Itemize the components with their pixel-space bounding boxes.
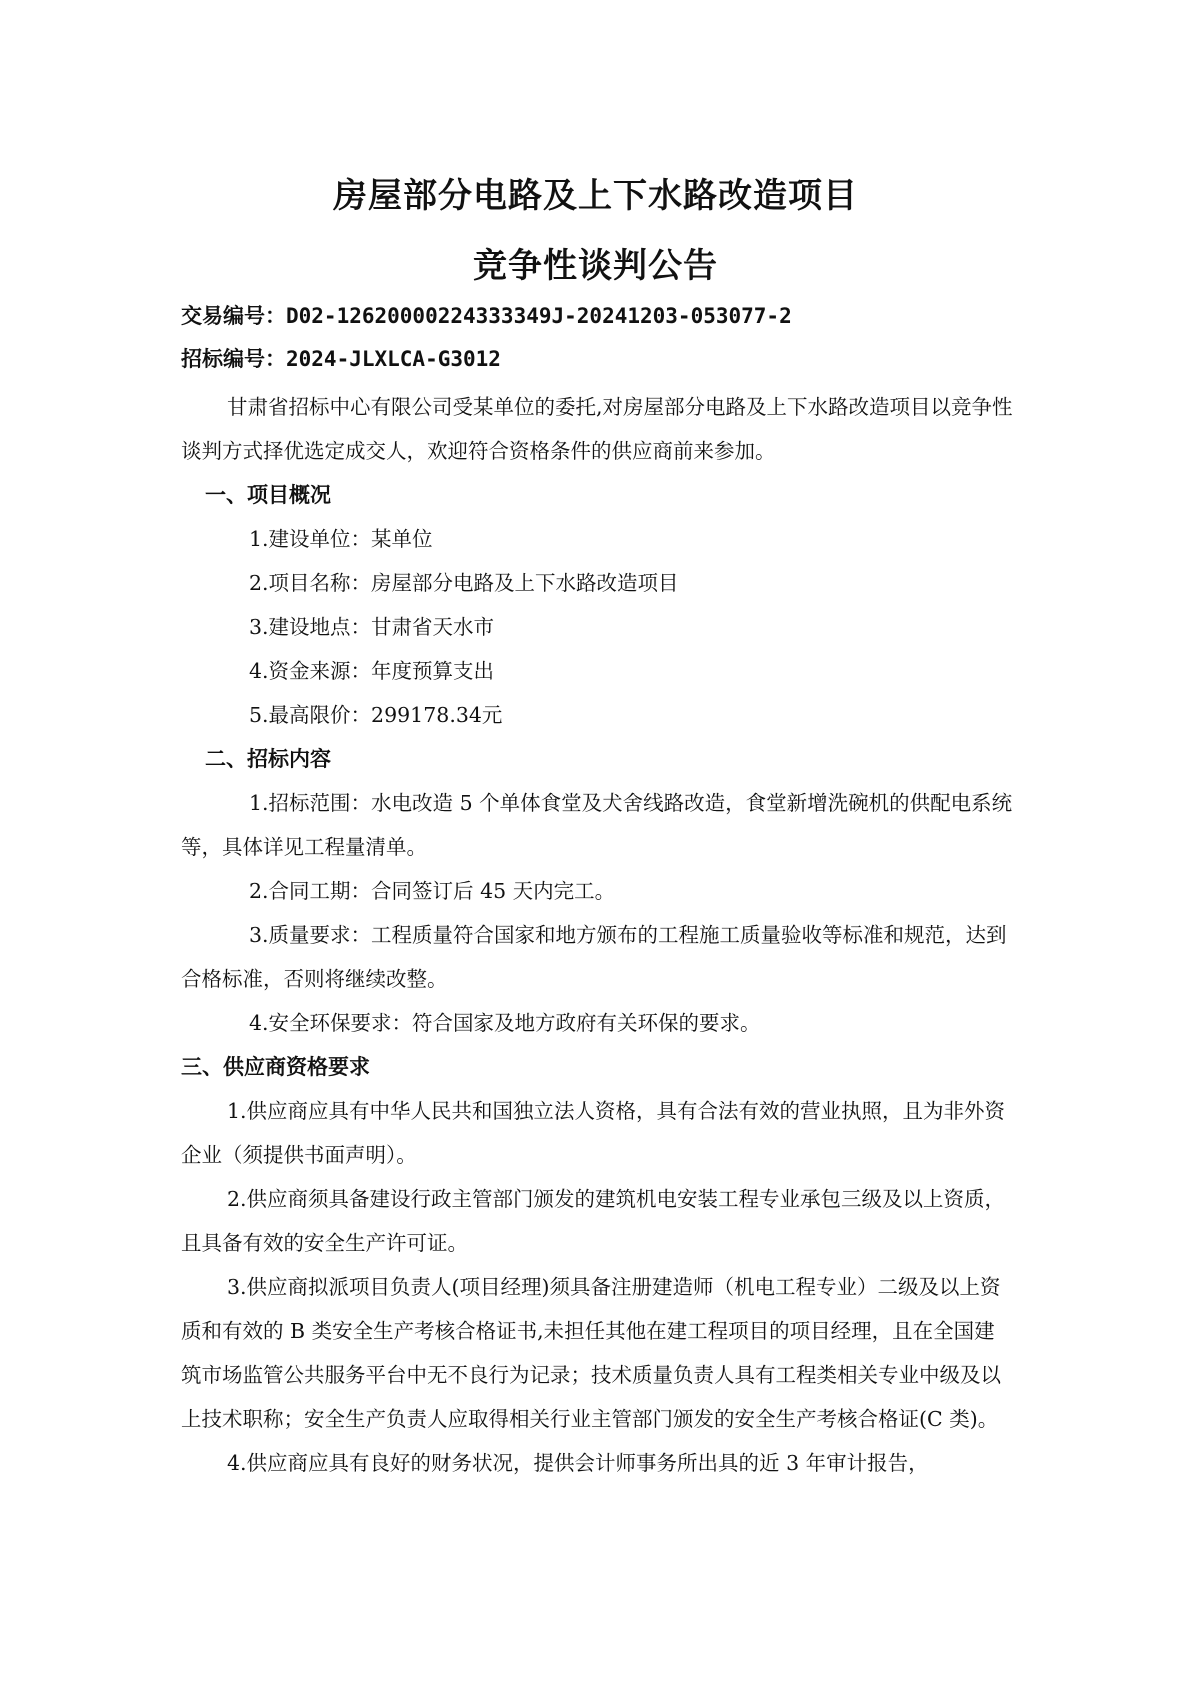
document-body	[181, 385, 1013, 1485]
list-item: 3.建设地点：甘肃省天水市	[249, 615, 495, 639]
list-item: 5.最高限价：299178.34元	[249, 703, 503, 727]
list-item: 2.供应商须具备建设行政主管部门颁发的建筑机电安装工程专业承包三级及以上资质，且具备有效的安全生产许可证。	[181, 1187, 1006, 1255]
list-item: 1.招标范围：水电改造 5 个单体食堂及犬舍线路改造，食堂新增洗碗机的供配电系统等，具体详见工程量清单。	[181, 791, 1013, 859]
list-item: 2.项目名称：房屋部分电路及上下水路改造项目	[249, 571, 679, 595]
section-heading-project-overview: 一、项目概况	[205, 483, 331, 507]
trade-number-label: 交易编号：	[181, 304, 286, 328]
list-item: 2.合同工期：合同签订后 45 天内完工。	[249, 879, 616, 903]
list-item: 3.质量要求：工程质量符合国家和地方颁布的工程施工质量验收等标准和规范，达到合格标准，否则将继续改整。	[181, 923, 1007, 991]
bid-number-line	[181, 343, 501, 373]
list-item: 4.资金来源：年度预算支出	[249, 659, 495, 683]
bid-number-value: 2024-JLXLCA-G3012	[286, 347, 501, 371]
list-item: 4.安全环保要求：符合国家及地方政府有关环保的要求。	[249, 1011, 761, 1035]
document-title: 房屋部分电路及上下水路改造项目	[333, 176, 858, 216]
intro-paragraph: 甘肃省招标中心有限公司受某单位的委托,对房屋部分电路及上下水路改造项目以竞争性谈判方式择优选定成交人，欢迎符合资格条件的供应商前来参加。	[181, 395, 1013, 463]
list-item: 3.供应商拟派项目负责人(项目经理)须具备注册建造师（机电工程专业）二级及以上资质和有效的 B 类安全生产考核合格证书,未担任其他在建工程项目的项目经理，且在全国建筑市场监管公共服务平台中无不良行为记录；技术质量负责人具有工程类相关专业中级及以上技术职称；安全生产负责人应取得相关行业主管部门颁发的安全生产考核合格证(C 类)。	[181, 1275, 1001, 1431]
document-subtitle: 竞争性谈判公告	[473, 246, 718, 286]
bid-number-label: 招标编号：	[181, 347, 286, 371]
list-item: 4.供应商应具有良好的财务状况，提供会计师事务所出具的近 3 年审计报告，	[227, 1451, 929, 1475]
list-item: 1.供应商应具有中华人民共和国独立法人资格，具有合法有效的营业执照，且为非外资企业（须提供书面声明）。	[181, 1099, 1006, 1167]
trade-number-line	[181, 300, 792, 330]
section-heading-bid-content: 二、招标内容	[205, 747, 331, 771]
section-heading-supplier-qualification: 三、供应商资格要求	[181, 1055, 370, 1079]
list-item: 1.建设单位：某单位	[249, 527, 433, 551]
trade-number-value: D02-12620000224333349J-20241203-053077-2	[286, 304, 792, 328]
